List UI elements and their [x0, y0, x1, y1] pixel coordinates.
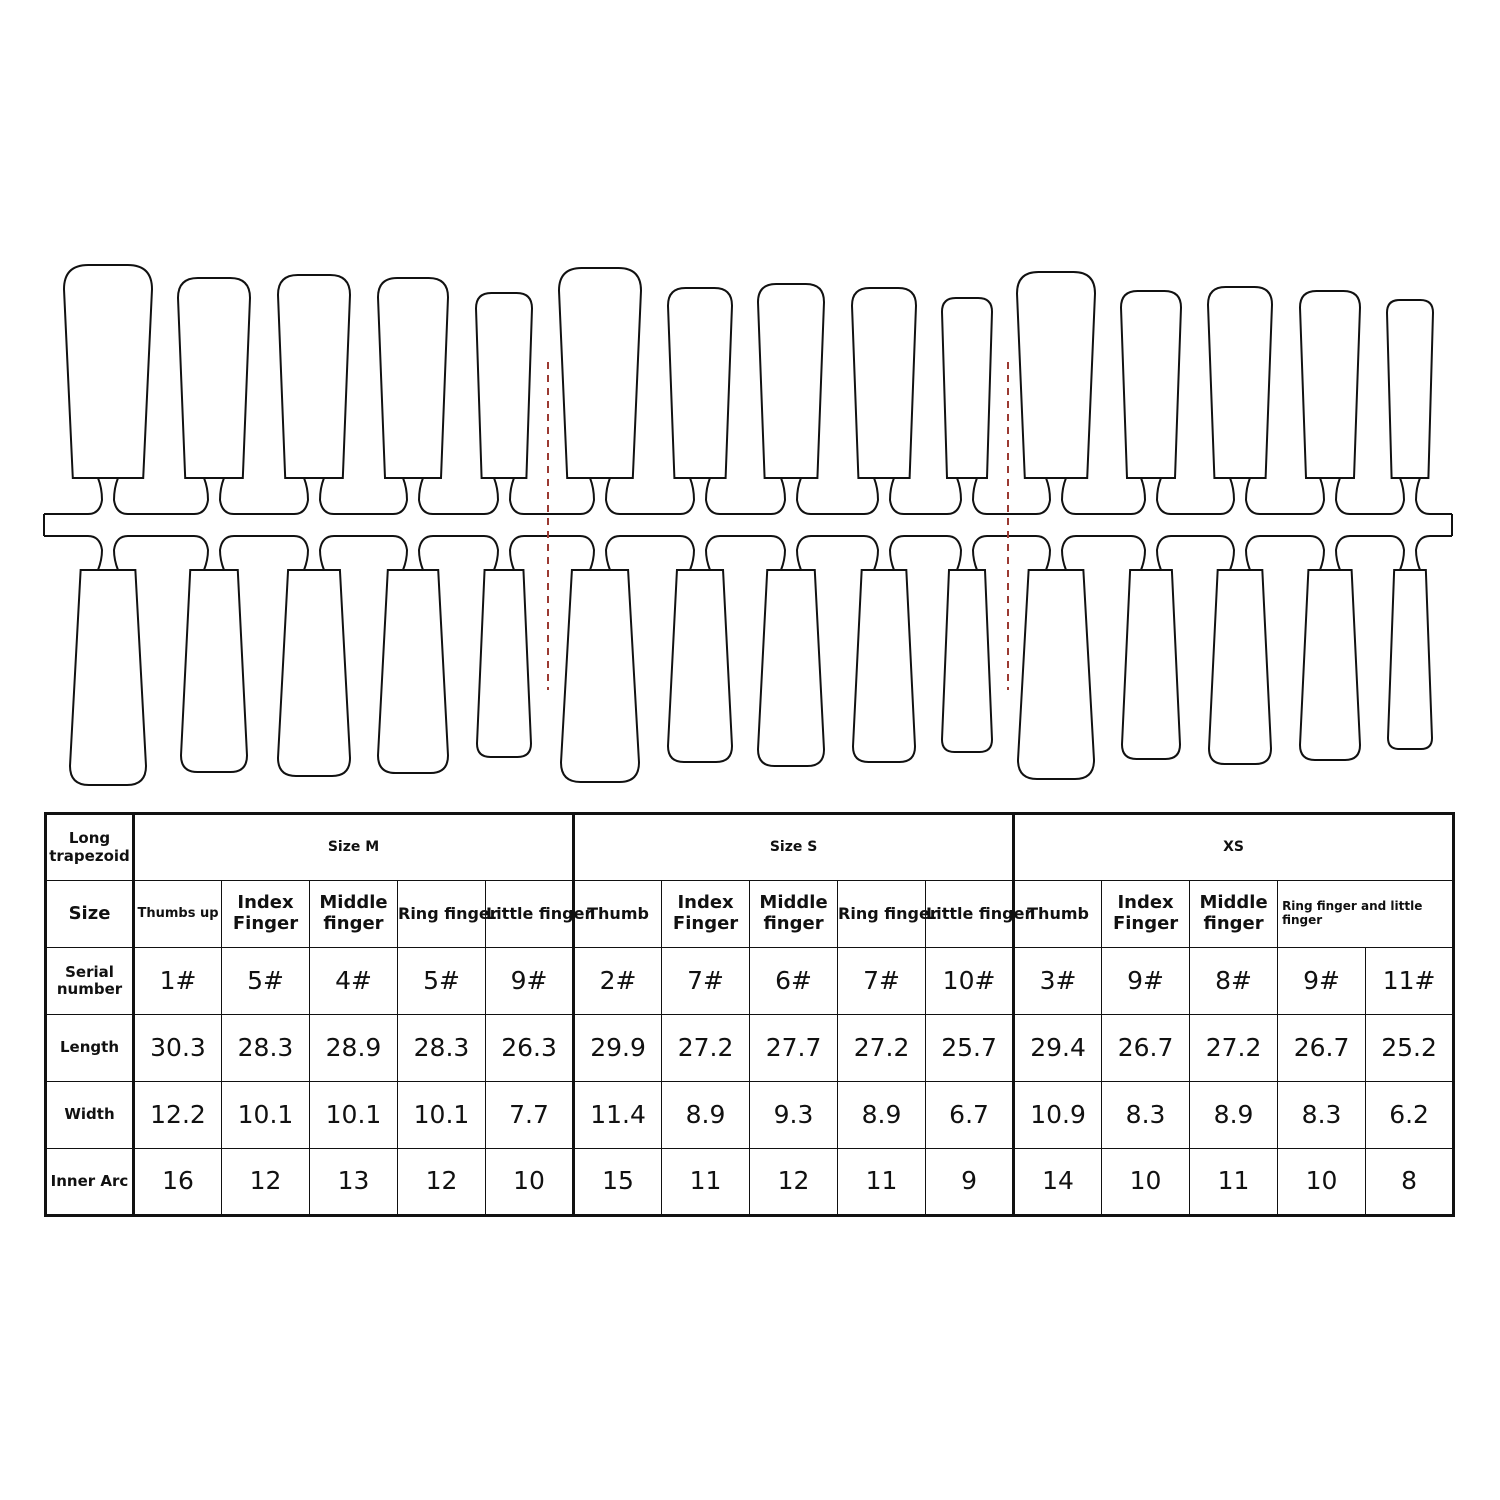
finger-name: Index Finger	[662, 881, 750, 948]
inner-arc-value: 11	[1190, 1149, 1278, 1216]
length-value: 28.3	[398, 1015, 486, 1082]
nail-tip-bottom	[477, 570, 531, 757]
length-value: 29.4	[1014, 1015, 1102, 1082]
inner-arc-value: 12	[398, 1149, 486, 1216]
nail-tip-top	[1300, 291, 1360, 478]
length-value: 25.7	[926, 1015, 1014, 1082]
nail-tip-top	[378, 278, 448, 478]
serial-value: 10#	[926, 948, 1014, 1015]
group-header-row	[46, 814, 1454, 881]
finger-name: Middle finger	[310, 881, 398, 948]
serial-value: 5#	[398, 948, 486, 1015]
finger-name: Middle finger	[1190, 881, 1278, 948]
length-value: 26.7	[1278, 1015, 1366, 1082]
finger-name: Little finger	[486, 881, 574, 948]
length-value: 25.2	[1366, 1015, 1454, 1082]
width-value: 10.1	[222, 1082, 310, 1149]
length-value: 27.2	[662, 1015, 750, 1082]
inner-arc-value: 10	[1102, 1149, 1190, 1216]
nail-tip-bottom	[1209, 570, 1271, 764]
group-size-s: Size S	[574, 814, 1014, 881]
inner-arc-row	[46, 1149, 1454, 1216]
nail-tip-bottom	[561, 570, 639, 782]
finger-name: Index Finger	[222, 881, 310, 948]
nail-tip-top	[1387, 300, 1433, 478]
finger-name: Little finger	[926, 881, 1014, 948]
length-row	[46, 1015, 1454, 1082]
nail-tip-top	[1208, 287, 1272, 478]
nail-tip-top	[1121, 291, 1181, 478]
width-row	[46, 1082, 1454, 1149]
width-value: 6.7	[926, 1082, 1014, 1149]
finger-name: Thumb	[1014, 881, 1102, 948]
serial-value: 4#	[310, 948, 398, 1015]
finger-name: Thumbs up	[134, 881, 222, 948]
group-size-xs: XS	[1014, 814, 1454, 881]
inner-arc-value: 11	[838, 1149, 926, 1216]
nail-tip-bottom	[70, 570, 146, 785]
inner-arc-value: 16	[134, 1149, 222, 1216]
nail-tip-bottom	[668, 570, 732, 762]
row-label-length: Length	[46, 1015, 134, 1082]
width-value: 8.3	[1278, 1082, 1366, 1149]
nail-tip-bottom	[278, 570, 350, 776]
inner-arc-value: 12	[750, 1149, 838, 1216]
serial-value: 8#	[1190, 948, 1278, 1015]
width-value: 6.2	[1366, 1082, 1454, 1149]
serial-value: 9#	[1102, 948, 1190, 1015]
length-value: 28.9	[310, 1015, 398, 1082]
width-value: 10.1	[310, 1082, 398, 1149]
serial-value: 7#	[662, 948, 750, 1015]
length-value: 28.3	[222, 1015, 310, 1082]
length-value: 29.9	[574, 1015, 662, 1082]
finger-name: Thumb	[574, 881, 662, 948]
nail-tip-bottom	[1300, 570, 1360, 760]
nail-tip-bottom	[1388, 570, 1432, 749]
nail-tip-bottom	[1122, 570, 1180, 759]
nail-tip-top	[668, 288, 732, 478]
nail-tip-top	[178, 278, 250, 478]
serial-value: 7#	[838, 948, 926, 1015]
nail-tip-top	[942, 298, 992, 478]
group-size-m: Size M	[134, 814, 574, 881]
inner-arc-value: 15	[574, 1149, 662, 1216]
nail-tip-bottom	[1018, 570, 1094, 779]
nail-tip-bottom	[758, 570, 824, 766]
width-value: 8.9	[1190, 1082, 1278, 1149]
serial-value: 9#	[486, 948, 574, 1015]
length-value: 27.2	[1190, 1015, 1278, 1082]
size-chart-table	[44, 812, 1455, 1217]
nail-tip-top	[758, 284, 824, 478]
nail-tip-top	[852, 288, 916, 478]
finger-name: Ring finger	[838, 881, 926, 948]
serial-number-row	[46, 948, 1454, 1015]
width-value: 11.4	[574, 1082, 662, 1149]
nail-tip-bottom	[181, 570, 247, 772]
size-label: Size	[46, 881, 134, 948]
width-value: 10.9	[1014, 1082, 1102, 1149]
row-label-serial: Serial number	[46, 948, 134, 1015]
inner-arc-value: 14	[1014, 1149, 1102, 1216]
inner-arc-value: 13	[310, 1149, 398, 1216]
serial-value: 9#	[1278, 948, 1366, 1015]
nail-tip-top	[559, 268, 641, 478]
inner-arc-value: 9	[926, 1149, 1014, 1216]
length-value: 26.3	[486, 1015, 574, 1082]
width-value: 10.1	[398, 1082, 486, 1149]
finger-name: Ring finger	[398, 881, 486, 948]
nail-tip-top	[64, 265, 152, 478]
inner-arc-value: 8	[1366, 1149, 1454, 1216]
length-value: 27.7	[750, 1015, 838, 1082]
serial-value: 2#	[574, 948, 662, 1015]
width-value: 7.7	[486, 1082, 574, 1149]
length-value: 30.3	[134, 1015, 222, 1082]
inner-arc-value: 10	[1278, 1149, 1366, 1216]
inner-arc-value: 11	[662, 1149, 750, 1216]
serial-value: 11#	[1366, 948, 1454, 1015]
serial-value: 5#	[222, 948, 310, 1015]
width-value: 9.3	[750, 1082, 838, 1149]
finger-name: Middle finger	[750, 881, 838, 948]
width-value: 12.2	[134, 1082, 222, 1149]
inner-arc-value: 12	[222, 1149, 310, 1216]
row-label-width: Width	[46, 1082, 134, 1149]
nail-tip-top	[278, 275, 350, 478]
finger-name: Index Finger	[1102, 881, 1190, 948]
corner-label: Long trapezoid	[46, 814, 134, 881]
width-value: 8.9	[662, 1082, 750, 1149]
nail-tip-bottom	[853, 570, 915, 762]
nail-tip-bottom	[942, 570, 992, 752]
serial-value: 1#	[134, 948, 222, 1015]
width-value: 8.3	[1102, 1082, 1190, 1149]
length-value: 26.7	[1102, 1015, 1190, 1082]
serial-value: 3#	[1014, 948, 1102, 1015]
nail-tip-bottom	[378, 570, 448, 773]
finger-row	[46, 881, 1454, 948]
nail-tip-top	[1017, 272, 1095, 478]
nail-tip-top	[476, 293, 532, 478]
row-label-inner-arc: Inner Arc	[46, 1149, 134, 1216]
finger-name: Ring finger and little finger	[1278, 881, 1454, 948]
serial-value: 6#	[750, 948, 838, 1015]
width-value: 8.9	[838, 1082, 926, 1149]
inner-arc-value: 10	[486, 1149, 574, 1216]
length-value: 27.2	[838, 1015, 926, 1082]
